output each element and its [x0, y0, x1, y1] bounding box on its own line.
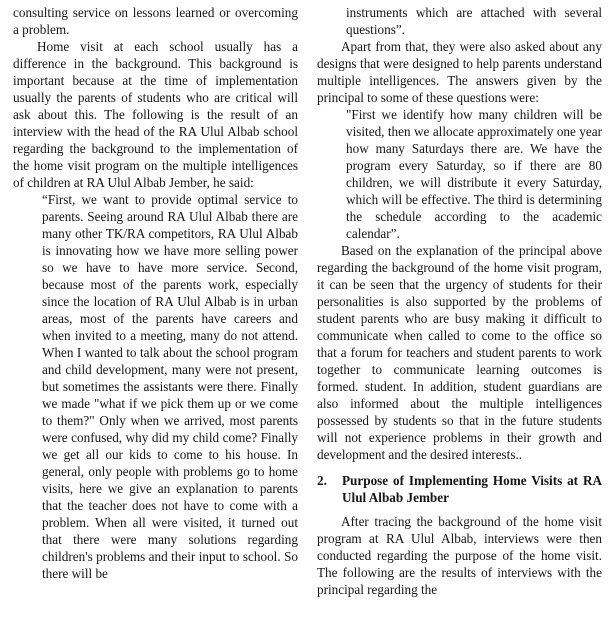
paragraph-conclusion-background: Based on the explanation of the principal above regarding the background of the home visit program, it can be seen that the urgency of students for their personalities is also supported by the problems of student parents who are busy making it difficult to communicate when called to come to the office so that a forum for teachers and student parents to work together to communicate learning outcomes is formed. student. In addition, student guardians are also informed about the multiple intelligences possessed by students so that in the future students will not experience problems in their growth and development and the desired interests..: [317, 243, 602, 462]
paragraph-designs-question: Apart from that, they were also asked about any designs that were designed to help parents understand multiple intelligences. The answers given by the principal to some of these questions were:: [317, 39, 602, 105]
left-column: [13, 4, 298, 626]
section-heading-text: Purpose of Implementing Home Visits at RA Ulul Albab Jember: [342, 473, 602, 505]
blockquote-continuation-instruments: instruments which are attached with several questions”.: [346, 5, 602, 37]
section-heading-2: [317, 472, 602, 506]
right-column: [317, 4, 602, 626]
paragraph-purpose-intro: After tracing the background of the home visit program at RA Ulul Albab, interviews were then conducted regarding the purpose of the home visit. The following are the results of interviews with the principal regarding the: [317, 514, 602, 597]
blockquote-principal-background: “First, we want to provide optimal service to parents. Seeing around RA Ulul Albab there are many other TK/RA competitors, RA Ulul Albab is innovating how we have more selling power so we have to have more service. Second, because most of the parents work, especially since the location of RA Ulul Albab is in urban areas, most of the parents have careers and when invited to a meeting, many do not attend. When I wanted to talk about the school program and child development, many were not present, but sometimes the assistants were there. Finally we made "what if we pick them up or we come to them?" Only when we arrived, most parents were confused, why did my child come? Finally we get all our kids to come to his house. In general, only people with problems go to home visits, here we give an explanation to parents that the teacher does not have to come with a problem. When all were visited, it turned out that there were many solutions regarding children's problems and their input to school. So there will be: [42, 192, 298, 581]
paragraph-home-visit-background: Home visit at each school usually has a difference in the background. This background is important because at the time of implementation usually the parents of students who are critical will ask about this. The following is the result of an interview with the head of the RA Ulul Albab school regarding the background to the implementation of the home visit program on the multiple intelligences of children at RA Ulul Albab Jember, he said:: [13, 39, 298, 190]
section-heading-number: 2.: [317, 473, 327, 488]
paragraph-consulting-continuation: consulting service on lessons learned or overcoming a problem.: [13, 5, 298, 37]
blockquote-principal-schedule: "First we identify how many children will be visited, then we allocate approximately one year how many Saturdays there are. We have the program every Saturday, so if there are 80 children, we will distribute it every Saturday, which will be effective. The third is determining the schedule according to the academic calendar”.: [346, 107, 602, 241]
